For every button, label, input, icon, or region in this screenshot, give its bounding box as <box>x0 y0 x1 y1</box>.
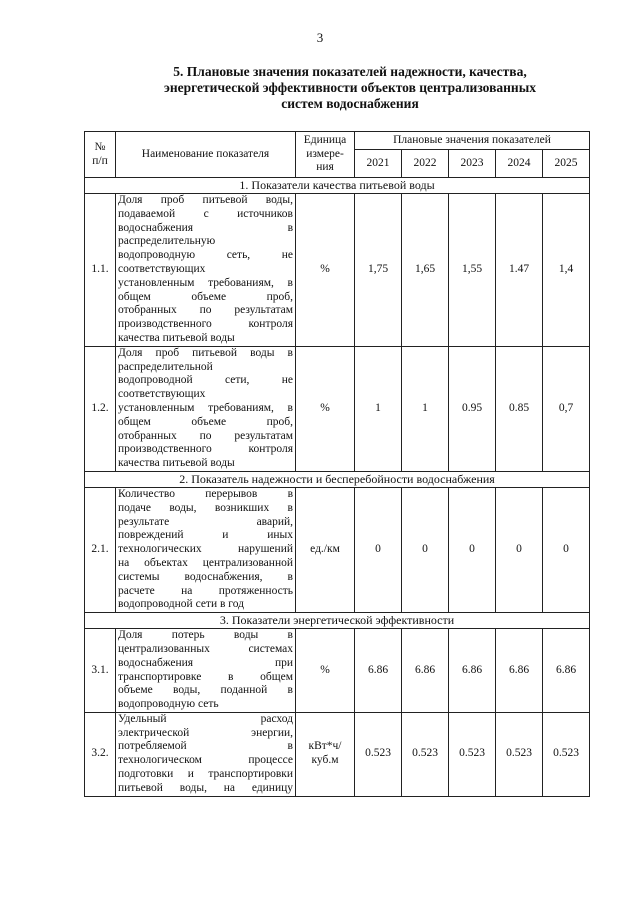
value-cell: 1,4 <box>543 194 590 347</box>
value-cell: 1,65 <box>402 194 449 347</box>
value-cell: 0 <box>449 487 496 612</box>
page-number: 3 <box>316 30 324 45</box>
value-cell: 0.523 <box>543 712 590 796</box>
value-cell: 0.523 <box>449 712 496 796</box>
value-cell: 1,75 <box>355 194 402 347</box>
indicator-name: Доля потерь воды в централизованных системах водоснабжения при транспортировке в общем объеме воды, поданной в водопроводную сеть <box>116 629 296 713</box>
value-cell: 0.523 <box>402 712 449 796</box>
value-cell: 0,7 <box>543 346 590 471</box>
value-cell: 0 <box>543 487 590 612</box>
header-indicator-name: Наименование показателя <box>116 132 296 178</box>
header-year: 2023 <box>449 150 496 178</box>
value-cell: 6.86 <box>355 629 402 713</box>
header-year: 2022 <box>402 150 449 178</box>
unit: % <box>296 194 355 347</box>
value-cell: 0 <box>402 487 449 612</box>
table-row <box>85 712 590 796</box>
heading-line-1: 5. Плановые значения показателей надежности, качества, <box>173 64 527 79</box>
header-year: 2021 <box>355 150 402 178</box>
value-cell: 1 <box>402 346 449 471</box>
value-cell: 0.523 <box>355 712 402 796</box>
value-cell: 1 <box>355 346 402 471</box>
header-unit: Единица измере- ния <box>296 132 355 178</box>
value-cell: 6.86 <box>543 629 590 713</box>
document-heading <box>90 64 610 112</box>
unit: % <box>296 346 355 471</box>
header-number: № п/п <box>85 132 116 178</box>
indicator-name: Доля проб питьевой воды, подаваемой с источников водоснабжения в распределительную водопроводную сеть, не соответствующих установленным требованиям, в общем объеме проб, отобранных по результатам производственного контроля качества питьевой воды <box>116 194 296 347</box>
header-planned-values: Плановые значения показателей <box>355 132 590 150</box>
section-title: 1. Показатели качества питьевой воды <box>85 178 590 194</box>
value-cell: 1,55 <box>449 194 496 347</box>
value-cell: 1.47 <box>496 194 543 347</box>
section-title: 3. Показатели энергетической эффективности <box>85 613 590 629</box>
value-cell: 0.95 <box>449 346 496 471</box>
table-row <box>85 629 590 713</box>
row-number: 1.2. <box>85 346 116 471</box>
unit: ед./км <box>296 487 355 612</box>
row-number: 3.1. <box>85 629 116 713</box>
table-row <box>85 487 590 612</box>
value-cell: 6.86 <box>449 629 496 713</box>
indicator-name: Удельный расход электрической энергии, потребляемой в технологическом процессе подготовки и транспортировки питьевой воды, на единицу <box>116 712 296 796</box>
table-row <box>85 346 590 471</box>
header-year: 2024 <box>496 150 543 178</box>
value-cell: 0 <box>496 487 543 612</box>
row-number: 2.1. <box>85 487 116 612</box>
heading-line-3: систем водоснабжения <box>281 96 419 111</box>
header-year: 2025 <box>543 150 590 178</box>
indicator-name: Количество перерывов в подаче воды, возникших в результате аварий, повреждений и иных технологических нарушений на объектах централизованной системы водоснабжения, в расчете на протяженность водопроводной сети в год <box>116 487 296 612</box>
heading-line-2: энергетической эффективности объектов централизованных <box>163 80 536 95</box>
indicators-table <box>84 131 590 797</box>
section-title: 2. Показатель надежности и бесперебойности водоснабжения <box>85 471 590 487</box>
value-cell: 0.85 <box>496 346 543 471</box>
value-cell: 6.86 <box>402 629 449 713</box>
indicator-name: Доля проб питьевой воды в распределительной водопроводной сети, не соответствующих установленным требованиям, в общем объеме проб, отобранных по результатам производственного контроля качества питьевой воды <box>116 346 296 471</box>
value-cell: 0 <box>355 487 402 612</box>
unit: кВт*ч/ куб.м <box>296 712 355 796</box>
row-number: 3.2. <box>85 712 116 796</box>
table-row <box>85 194 590 347</box>
value-cell: 0.523 <box>496 712 543 796</box>
unit: % <box>296 629 355 713</box>
row-number: 1.1. <box>85 194 116 347</box>
value-cell: 6.86 <box>496 629 543 713</box>
